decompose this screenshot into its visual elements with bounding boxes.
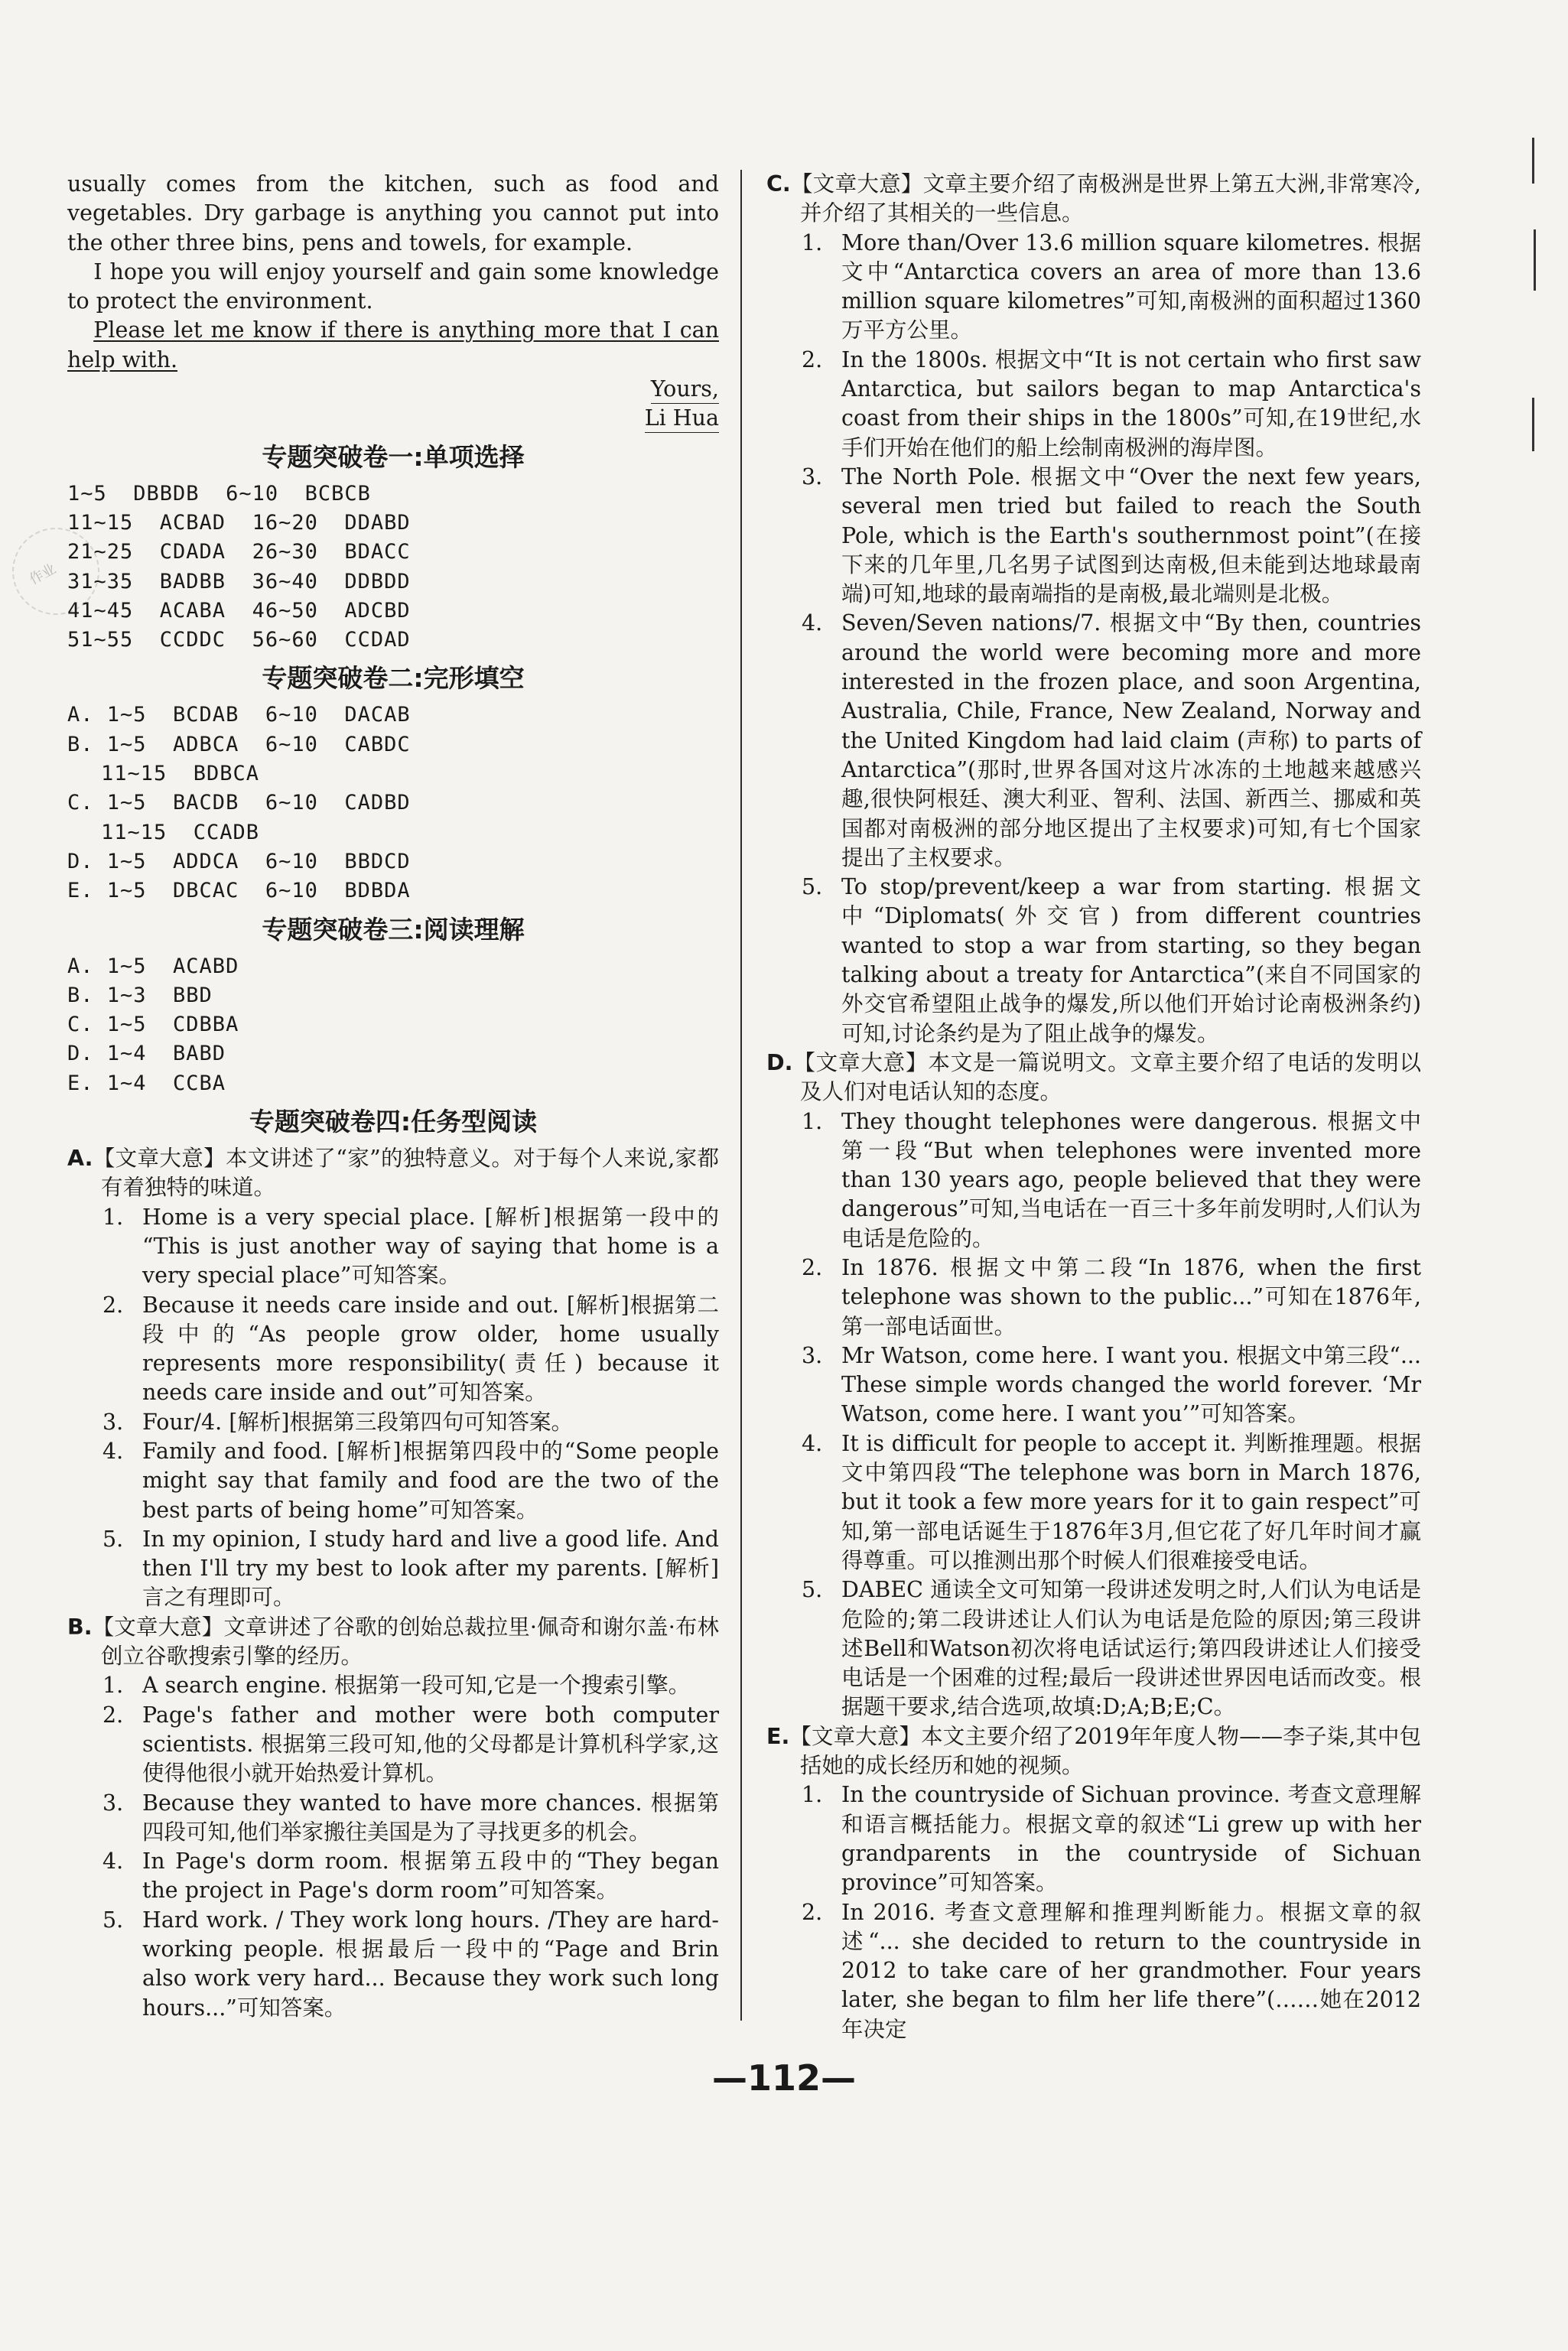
answer-row: B. 1~5 ADBCA 6~10 CABDC bbox=[67, 732, 411, 756]
column-divider bbox=[740, 170, 742, 2021]
answer-item: 4. In Page's dorm room. 根据第五段中的“They began the project in Page's dorm room”可知答案。 bbox=[102, 1849, 719, 1904]
answer-row: E. 1~5 DBCAC 6~10 BDBDA bbox=[67, 879, 411, 903]
answer-item: 4. Seven/Seven nations/7. 根据文中“By then, countries around the world were becoming more and more interested in the frozen place, and soon Argentina, Australia, Chile, France, New Zealand, Norway and the United Kingdom had laid claim (声称) to parts of Antarctica”(那时,世界各国对这片冰冻的土地越来越感兴趣,很快阿根廷、澳大利亚、智利、法国、新西兰、挪威和英国都对南极洲的部分地区提出了主权要求)可知,有七个国家提出了主权要求。 bbox=[802, 610, 1421, 870]
answer-row: 1~5 DBBDB 6~10 BCBCB bbox=[67, 481, 371, 506]
answer-row: E. 1~4 CCBA bbox=[67, 1071, 226, 1095]
section-title: 专题突破卷一:单项选择 bbox=[262, 441, 525, 472]
answer-item: 5. DABEC 通读全文可知第一段讲述发明之时,人们认为电话是危险的;第二段讲述让人们认为电话是危险的原因;第三段讲述Bell和Watson初次将电话试运行;第四段讲述让人们接受电话是一个困难的过程;最后一段讲述世界因电话而改变。根据题干要求,结合选项,故填:D;A;B;E;C。 bbox=[802, 1577, 1421, 1720]
stamp-text: 作业 bbox=[27, 561, 59, 588]
passage-summary: A.【文章大意】本文讲述了“家”的独特意义。对于每个人来说,家都有着独特的味道。 bbox=[67, 1146, 719, 1201]
scan-edge-mark bbox=[1532, 398, 1534, 451]
answer-item: 4. Family and food. [解析]根据第四段中的“Some people might say that family and food are the two of the best parts of being home”可知答案。 bbox=[102, 1438, 719, 1523]
section-title: 专题突破卷四:任务型阅读 bbox=[249, 1107, 538, 1137]
letter-paragraph-underlined: Please let me know if there is anything more that I can help with. bbox=[67, 317, 719, 372]
passage-summary: E.【文章大意】本文主要介绍了2019年年度人物——李子柒,其中包括她的成长经历和她的视频。 bbox=[766, 1723, 1421, 1779]
answer-row: 41~45 ACABA 46~50 ADCBD bbox=[67, 598, 411, 623]
answer-item: 4. It is difficult for people to accept it. 判断推理题。根据文中第四段“The telephone was born in March 1876, but it took a few more years for it to gain respect”可知,第一部电话诞生于1876年3月,但它花了好几年时间才赢得尊重。可以推测出那个时候人们很难接受电话。 bbox=[802, 1430, 1421, 1573]
answer-row: 51~55 CCDDC 56~60 CCDAD bbox=[67, 628, 411, 652]
answer-item: 5. To stop/prevent/keep a war from starting. 根据文中“Diplomats(外交官) from different countries wanted to stop a war from starting, so they began talking about a treaty for Antarctica”(来自不同国家的外交官希望阻止战争的爆发,所以他们开始讨论南极洲条约)可知,讨论条约是为了阻止战争的爆发。 bbox=[802, 874, 1421, 1046]
letter-paragraph: usually comes from the kitchen, such as food and vegetables. Dry garbage is anything you cannot put into the other three bins, pens and towels, for example. bbox=[67, 171, 719, 255]
answer-row: B. 1~3 BBD bbox=[67, 983, 213, 1007]
answer-item: 1. A search engine. 根据第一段可知,它是一个搜索引擎。 bbox=[102, 1673, 691, 1699]
scan-edge-mark bbox=[1532, 138, 1534, 184]
answer-row: 11~15 CCADB bbox=[101, 820, 260, 844]
answer-row: A. 1~5 BCDAB 6~10 DACAB bbox=[67, 703, 411, 727]
answer-row: 31~35 BADBB 36~40 DDBDD bbox=[67, 569, 411, 593]
answer-row: 11~15 ACBAD 16~20 DDABD bbox=[67, 510, 411, 535]
letter-paragraph: I hope you will enjoy yourself and gain some knowledge to protect the environment. bbox=[67, 259, 719, 314]
section-title: 专题突破卷二:完形填空 bbox=[262, 663, 525, 694]
answer-item: 2. In the 1800s. 根据文中“It is not certain who first saw Antarctica, but sailors began to map Antarctica's coast from their ships in the 1800s”可知,在19世纪,水手们开始在他们的船上绘制南极洲的海岸图。 bbox=[802, 346, 1421, 460]
scan-edge-mark bbox=[1534, 229, 1536, 291]
answer-row: 21~25 CDADA 26~30 BDACC bbox=[67, 540, 411, 564]
letter-signature: Li Hua bbox=[67, 404, 719, 433]
answer-item: 1. In the countryside of Sichuan province. 考查文意理解和语言概括能力。根据文章的叙述“Li grew up with her grandparents in the countryside of Sichuan province”可知答案。 bbox=[802, 1782, 1421, 1896]
answer-item: 2. In 1876. 根据文中第二段“In 1876, when the first telephone was shown to the public...”可知在1876年,第一部电话面世。 bbox=[802, 1254, 1421, 1339]
answer-item: 3. Mr Watson, come here. I want you. 根据文中第三段“... These simple words changed the world forever. ‘Mr Watson, come here. I want you’”可知答案。 bbox=[802, 1342, 1421, 1427]
passage-summary: C.【文章大意】文章主要介绍了南极洲是世界上第五大洲,非常寒冷,并介绍了其相关的一些信息。 bbox=[766, 171, 1421, 226]
answer-row: A. 1~5 ACABD bbox=[67, 954, 239, 978]
answer-row: D. 1~4 BABD bbox=[67, 1042, 226, 1066]
answer-item: 5. In my opinion, I study hard and live a good life. And then I'll try my best to look after my parents. [解析]言之有理即可。 bbox=[102, 1526, 719, 1611]
right-column bbox=[766, 170, 1421, 2044]
passage-summary: D.【文章大意】本文是一篇说明文。文章主要介绍了电话的发明以及人们对电话认知的态度。 bbox=[766, 1049, 1421, 1105]
answer-row: C. 1~5 BACDB 6~10 CADBD bbox=[67, 791, 411, 815]
answer-item: 3. Four/4. [解析]根据第三段第四句可知答案。 bbox=[102, 1409, 573, 1435]
section-title: 专题突破卷三:阅读理解 bbox=[262, 914, 525, 945]
passage-summary: B.【文章大意】文章讲述了谷歌的创始总裁拉里·佩奇和谢尔盖·布林创立谷歌搜索引擎的经历。 bbox=[67, 1614, 719, 1670]
page-number: —112— bbox=[711, 2057, 857, 2099]
answer-item: 3. Because they wanted to have more chances. 根据第四段可知,他们举家搬往美国是为了寻找更多的机会。 bbox=[102, 1790, 719, 1845]
answer-item: 2. Because it needs care inside and out. [解析]根据第二段中的“As people grow older, home usually represents more responsibility(责任) because it needs care inside and out”可知答案。 bbox=[102, 1292, 719, 1406]
answer-item: 1. They thought telephones were dangerous. 根据文中第一段“But when telephones were invented more than 130 years ago, people believed that they were dangerous”可知,当电话在一百三十多年前发明时,人们认为电话是危险的。 bbox=[802, 1108, 1421, 1251]
answer-item: 3. The North Pole. 根据文中“Over the next few years, several men tried but failed to reach the South Pole, which is the Earth's southernmost point”(在接下来的几年里,几名男子试图到达南极,但未能到达地球最南端)可知,地球的最南端指的是南极,最北端则是北极。 bbox=[802, 463, 1421, 607]
answer-item: 2. In 2016. 考查文意理解和推理判断能力。根据文章的叙述“... she decided to return to the countryside in 2012 to take care of her grandmother. Four years later, she began to film her life there”(……她在2012年决定 bbox=[802, 1899, 1421, 2042]
answer-row: C. 1~5 CDBBA bbox=[67, 1013, 239, 1037]
letter-closing: Yours, bbox=[67, 375, 719, 404]
answer-item: 1. Home is a very special place. [解析]根据第一段中的 “This is just another way of saying that home is a very special place”可知答案。 bbox=[102, 1204, 719, 1289]
answer-row: 11~15 BDBCA bbox=[101, 762, 260, 786]
left-column bbox=[67, 170, 719, 2023]
answer-item: 1. More than/Over 13.6 million square kilometres. 根据文中“Antarctica covers an area of more than 13.6 million square kilometres”可知,南极洲的面积超过1360万平方公里。 bbox=[802, 229, 1421, 343]
answer-item: 5. Hard work. / They work long hours. /They are hard-working people. 根据最后一段中的“Page and Brin also work very hard... Because they work such long hours...”可知答案。 bbox=[102, 1907, 719, 2021]
answer-item: 2. Page's father and mother were both computer scientists. 根据第三段可知,他的父母都是计算机科学家,这使得他很小就开始热爱计算机。 bbox=[102, 1702, 719, 1787]
answer-row: D. 1~5 ADDCA 6~10 BBDCD bbox=[67, 849, 411, 873]
